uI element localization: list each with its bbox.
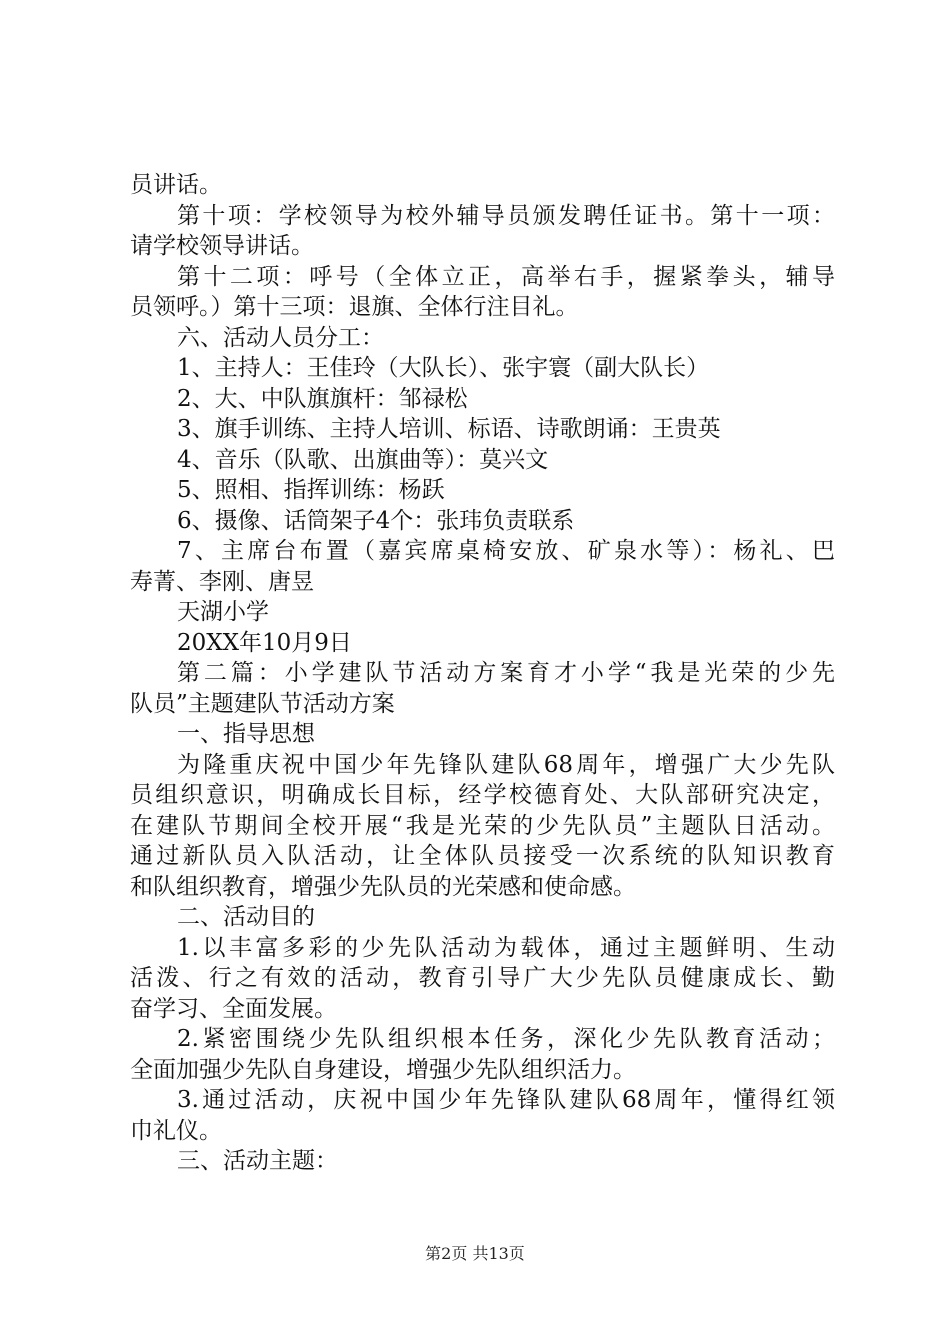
text-line: 三、活动主题： xyxy=(177,1148,338,1174)
text-line: 全面加强少先队自身建设，增强少先队组织活力。 xyxy=(130,1056,636,1083)
text-line: 2、大、中队旗旗杆：邹禄松 xyxy=(177,385,468,412)
text-line: 6、摄像、话筒架子4个：张玮负责联系 xyxy=(177,507,575,534)
text-line: 在建队节期间全校开展“我是光荣的少先队员”主题队日活动。 xyxy=(130,812,835,839)
text-line: 第二篇：小学建队节活动方案育才小学“我是光荣的少先 xyxy=(177,660,835,686)
text-line: 20XX年10月9日 xyxy=(177,629,352,656)
text-line: 为隆重庆祝中国少年先锋队建队68周年，增强广大少先队 xyxy=(177,751,835,778)
text-line: 3、旗手训练、主持人培训、标语、诗歌朗诵：王贵英 xyxy=(177,416,721,442)
text-line: 员组织意识，明确成长目标，经学校德育处、大队部研究决定， xyxy=(130,782,835,808)
text-line: 通过新队员入队活动，让全体队员接受一次系统的队知识教育 xyxy=(130,843,835,869)
text-line: 请学校领导讲话。 xyxy=(130,233,314,259)
page-footer: 第2页 共13页 xyxy=(425,1244,525,1263)
text-line: 1.以丰富多彩的少先队活动为载体，通过主题鲜明、生动 xyxy=(177,934,835,961)
text-line: 一、指导思想 xyxy=(177,721,315,747)
document-body xyxy=(130,170,835,1177)
text-line: 六、活动人员分工： xyxy=(177,324,384,351)
text-line: 1、主持人：王佳玲（大队长）、张宇寰（副大队长） xyxy=(177,355,710,381)
text-line: 二、活动目的 xyxy=(177,904,315,930)
text-line: 5、照相、指挥训练：杨跃 xyxy=(177,477,445,503)
text-line: 第十二项：呼号（全体立正，高举右手，握紧拳头，辅导 xyxy=(177,263,835,290)
text-line: 7、主席台布置（嘉宾席桌椅安放、矿泉水等）：杨礼、巴 xyxy=(177,538,835,564)
text-line: 活泼、行之有效的活动，教育引导广大少先队员健康成长、勤 xyxy=(130,965,835,991)
text-line: 第十项：学校领导为校外辅导员颁发聘任证书。第十一项： xyxy=(177,202,835,229)
text-line: 和队组织教育，增强少先队员的光荣感和使命感。 xyxy=(130,873,636,900)
text-line: 寿菁、李刚、唐昱 xyxy=(130,568,314,595)
text-line: 3.通过活动，庆祝中国少年先锋队建队68周年，懂得红领 xyxy=(177,1087,835,1113)
text-line: 队员”主题建队节活动方案 xyxy=(130,690,395,717)
text-line: 奋学习、全面发展。 xyxy=(130,995,337,1022)
text-line: 2.紧密围绕少先队组织根本任务，深化少先队教育活动； xyxy=(177,1026,835,1052)
text-line: 天湖小学 xyxy=(177,599,269,625)
text-line: 员讲话。 xyxy=(130,172,222,198)
text-line: 员领呼。）第十三项：退旗、全体行注目礼。 xyxy=(130,294,579,320)
text-line: 巾礼仪。 xyxy=(130,1117,222,1144)
text-line: 4、音乐（队歌、出旗曲等）：莫兴文 xyxy=(177,446,549,473)
